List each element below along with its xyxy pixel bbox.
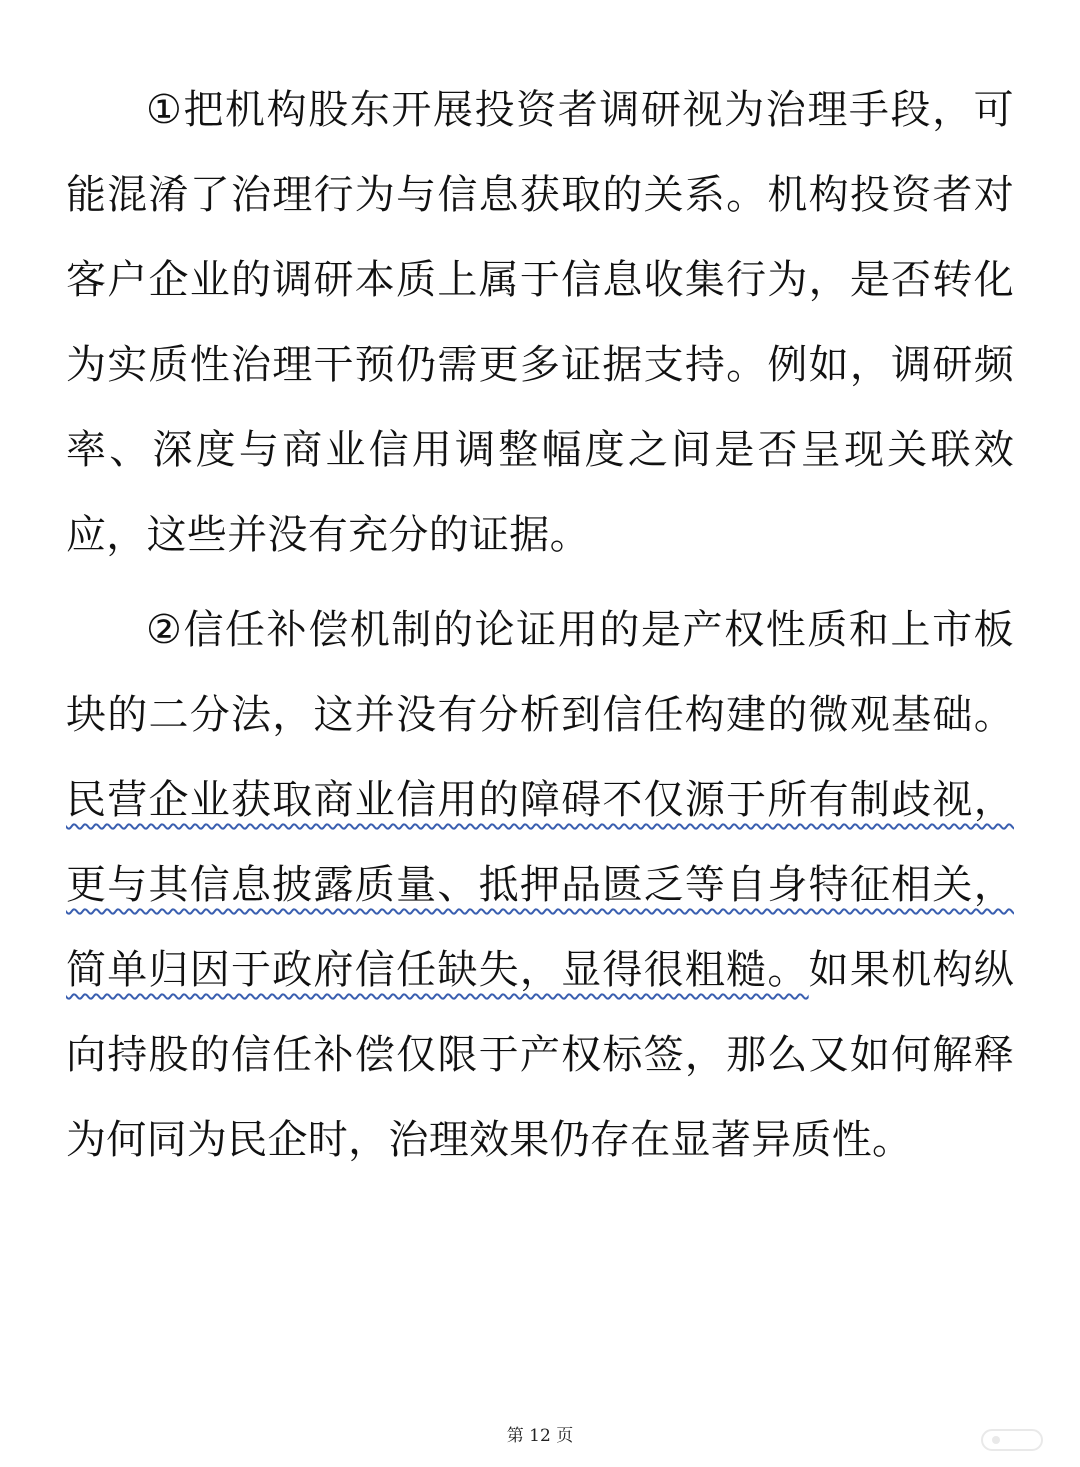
paragraph-2 (66, 588, 1014, 1183)
paragraph-1-text: ①把机构股东开展投资者调研视为治理手段，可能混淆了治理行为与信息获取的关系。机构投资者对客户企业的调研本质上属于信息收集行为，是否转化为实质性治理干预仍需更多证据支持。例如，调研频率、深度与商业信用调整幅度之间是否呈现关联效应，这些并没有充分的证据。 (66, 87, 1014, 558)
paragraph-2-text-a: ②信任补偿机制的论证用的是产权性质和上市板块的二分法，这并没有分析到信任构建的微观基础。 (66, 607, 1014, 738)
wavy-underlined-text: 民营企业获取商业信用的障碍不仅源于所有制歧视，更与其信息披露质量、抵押品匮乏等自身特征相关，简单归因于政府信任缺失，显得很粗糙。 (66, 777, 1014, 993)
document-body (66, 68, 1014, 1183)
watermark-icon (980, 1424, 1044, 1456)
paragraph-1 (66, 68, 1014, 578)
page-number: 第 12 页 (506, 1426, 574, 1446)
paragraph-2-text-c: 如果机构纵向持股的信任补偿仅限于产权标签，那么又如何解释为何同为民企时，治理效果仍存在显著异质性。 (66, 947, 1015, 1163)
